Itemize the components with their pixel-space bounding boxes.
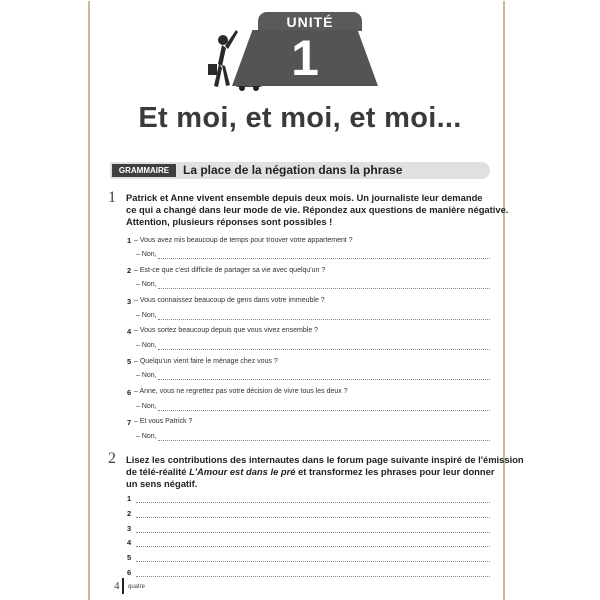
exercise-2-number: 2 — [108, 450, 116, 467]
question-number: 2 — [127, 266, 132, 276]
page-title: Et moi, et moi, et moi... — [138, 102, 462, 134]
line-number: 6 — [127, 568, 132, 577]
unit-number: 1 — [291, 30, 319, 86]
unit-label: UNITÉ — [258, 12, 362, 31]
question-number: 1 — [127, 236, 132, 245]
writing-line[interactable] — [136, 532, 490, 533]
line-number: 3 — [127, 523, 132, 533]
writing-line[interactable] — [136, 517, 490, 518]
answer-prefix: – Non, — [136, 402, 157, 410]
page-number-word: quatre — [128, 584, 146, 590]
writing-line[interactable] — [136, 576, 490, 577]
exercise-2-instruction-line: Lisez les contributions des internautes dans le forum page suivante inspiré de l'émission — [126, 454, 524, 465]
exercise-2-instruction-line: un sens négatif. — [126, 478, 198, 489]
writing-line[interactable] — [136, 502, 490, 503]
question-text: – Anne, vous ne regrettez pas votre décision de vivre tous les deux ? — [134, 388, 348, 395]
question-text: – Vous connaissez beaucoup de gens dans votre immeuble ? — [134, 297, 325, 305]
question-text: – Et vous Patrick ? — [134, 418, 193, 426]
writing-line[interactable] — [136, 561, 490, 562]
grammar-heading: La place de la négation dans la phrase — [183, 163, 403, 177]
question-number: 7 — [127, 417, 132, 427]
exercise-1-instruction-line: ce qui a changé dans leur mode de vie. Répondez aux questions de manière négative. — [126, 204, 509, 215]
answer-line[interactable] — [158, 258, 490, 259]
answer-prefix: – Non, — [136, 372, 157, 380]
answer-line[interactable] — [158, 288, 490, 289]
question-number: 3 — [127, 296, 132, 306]
line-number: 5 — [127, 553, 132, 563]
writing-line[interactable] — [136, 546, 490, 547]
answer-prefix: – Non, — [136, 251, 157, 258]
exercise-1-instruction-line: Patrick et Anne vivent ensemble depuis deux mois. Un journaliste leur demande — [126, 192, 483, 203]
answer-line[interactable] — [158, 440, 490, 441]
answer-prefix: – Non, — [136, 281, 157, 289]
question-number: 4 — [127, 326, 132, 336]
question-number: 6 — [127, 387, 132, 397]
answer-line[interactable] — [158, 319, 490, 320]
question-text: – Vous avez mis beaucoup de temps pour trouver votre appartement ? — [134, 236, 353, 244]
answer-prefix: – Non, — [136, 341, 157, 349]
exercise-2-instruction-line: de télé-réalité L'Amour est dans le pré et transformez les phrases pour leur donner — [126, 466, 495, 477]
answer-prefix: – Non, — [136, 432, 157, 440]
page-number: 4 — [114, 580, 120, 592]
answer-line[interactable] — [158, 410, 490, 411]
question-text: – Est-ce que c'est difficile de partager sa vie avec quelqu'un ? — [134, 266, 326, 274]
question-text: – Quelqu'un vient faire le ménage chez vous ? — [134, 357, 278, 365]
answer-line[interactable] — [158, 379, 490, 380]
exercise-1-number: 1 — [108, 189, 116, 206]
grammar-tag: GRAMMAIRE — [112, 164, 176, 177]
exercise-1-instruction-line: Attention, plusieurs réponses sont possibles ! — [126, 216, 333, 227]
line-number: 2 — [127, 508, 132, 518]
answer-line[interactable] — [158, 349, 490, 350]
question-text: – Vous sortez beaucoup depuis que vous vivez ensemble ? — [134, 327, 319, 335]
answer-prefix: – Non, — [136, 311, 157, 319]
question-number: 5 — [127, 357, 132, 367]
line-number: 4 — [127, 538, 132, 548]
footer-divider — [122, 578, 124, 594]
line-number: 1 — [127, 494, 132, 503]
